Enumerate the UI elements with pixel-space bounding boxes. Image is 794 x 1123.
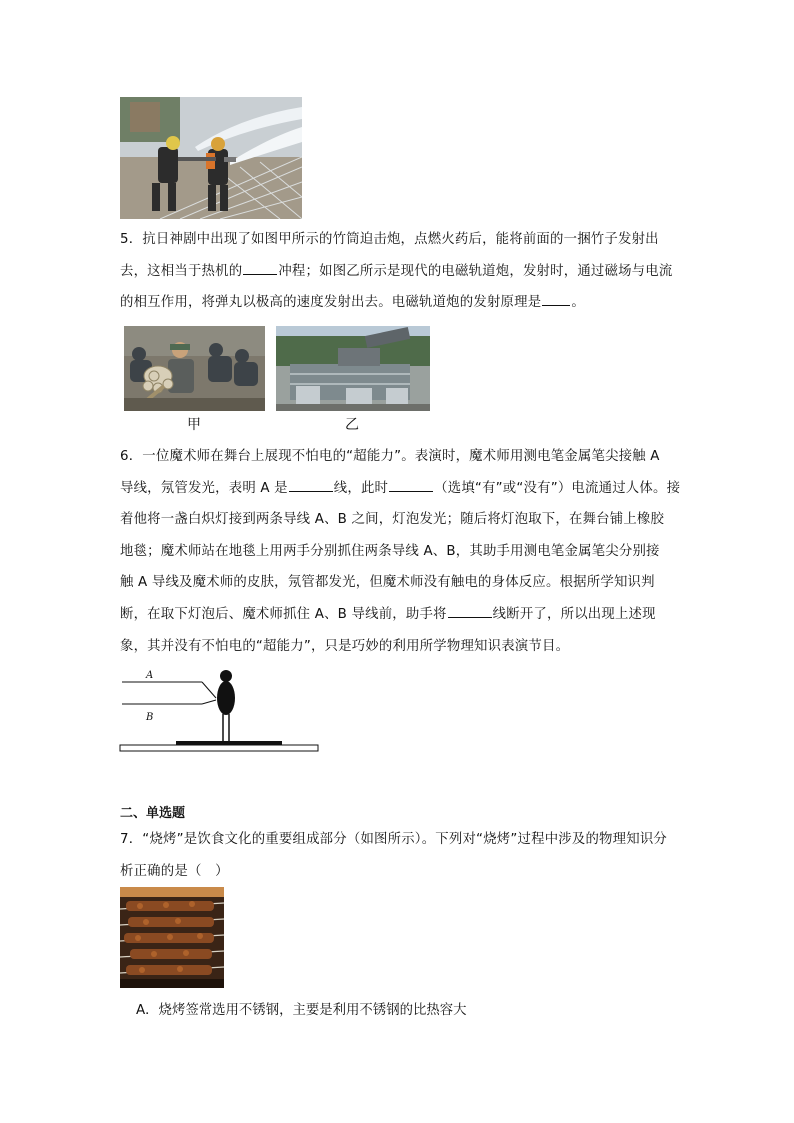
section-title: 二、单选题 <box>120 806 186 821</box>
q7-line-2: 析正确的是（ ） <box>120 863 229 879</box>
wire-b-label: B <box>146 712 154 723</box>
answer-blank-current <box>389 477 433 492</box>
caption-yi: 乙 <box>345 417 359 433</box>
answer-blank-stroke <box>243 260 277 275</box>
answer-blank-disconnected-wire <box>448 603 492 618</box>
caption-jia: 甲 <box>187 417 201 433</box>
railgun-photo <box>276 326 430 411</box>
q6-line-6-part-a: 断，在取下灯泡后、魔术师抓住 A、B 导线前，助手将 <box>120 606 447 622</box>
q6-line-1: 6．一位魔术师在舞台上展现不怕电的“超能力”。表演时，魔术师用测电笔金属笔尖接触 A <box>120 449 660 464</box>
rubber-carpet <box>176 741 282 745</box>
wire-a-label: A <box>146 670 154 681</box>
q5-line-3-part-a: 的相互作用，将弹丸以极高的速度发射出去。电磁轨道炮的发射原理是 <box>120 295 542 311</box>
option-a: A．烧烤签常选用不锈钢，主要是利用不锈钢的比热容大 <box>136 1003 467 1018</box>
question-6 <box>120 441 680 662</box>
q6-line-5: 触 A 导线及魔术师的皮肤，氖管都发光，但魔术师没有触电的身体反应。根据所学知识判 <box>120 575 655 591</box>
magician-figure <box>217 670 235 742</box>
q5-line-3 <box>120 287 680 319</box>
q5-line-3-part-b: 。 <box>571 295 585 311</box>
q6-line-4: 地毯；魔术师站在地毯上用两手分别抓住两条导线 A、B，其助手用测电笔金属笔尖分别接 <box>120 543 660 559</box>
q7-line-1: 7．“烧烤”是饮食文化的重要组成部分（如图所示）。下列对“烧烤”过程中涉及的物理知识分 <box>120 832 668 847</box>
q6-line-6 <box>120 599 680 631</box>
stage-floor <box>120 745 318 751</box>
q5-line-2 <box>120 256 680 288</box>
q6-line-2 <box>120 473 680 505</box>
q6-line-3: 着他将一盏白炽灯接到两条导线 A、B 之间，灯泡发光；随后将灯泡取下，在舞台铺上橡胶 <box>120 512 665 528</box>
q5-line-1: 5．抗日神剧中出现了如图甲所示的竹筒迫击炮，点燃火药后，能将前面的一捆竹子发射出 <box>120 232 659 247</box>
answer-blank-wire-type <box>289 477 333 492</box>
q6-line-6-part-b: 线断开了，所以出现上述现 <box>492 606 656 622</box>
answer-blank-principle <box>542 291 570 306</box>
q5-line-2-part-b: 冲程；如图乙所示是现代的电磁轨道炮，发射时，通过磁场与电流 <box>278 263 673 279</box>
bbq-skewers-photo <box>120 887 224 988</box>
q6-line-2-part-c: （选填“有”或“没有”）电流通过人体。接 <box>434 480 681 496</box>
magician-wire-diagram <box>118 664 320 754</box>
q6-line-2-part-a: 导线，氖管发光，表明 A 是 <box>120 480 288 496</box>
bamboo-mortar-photo <box>124 326 265 411</box>
question-7 <box>120 824 680 887</box>
question-5 <box>120 224 680 319</box>
q6-line-2-part-b: 线，此时 <box>333 480 389 496</box>
q5-line-2-part-a: 去，这相当于热机的 <box>120 263 243 279</box>
q6-line-7: 象，其并没有不怕电的“超能力”，只是巧妙的利用所学物理知识表演节目。 <box>120 638 570 654</box>
firefighters-photo <box>120 97 302 219</box>
